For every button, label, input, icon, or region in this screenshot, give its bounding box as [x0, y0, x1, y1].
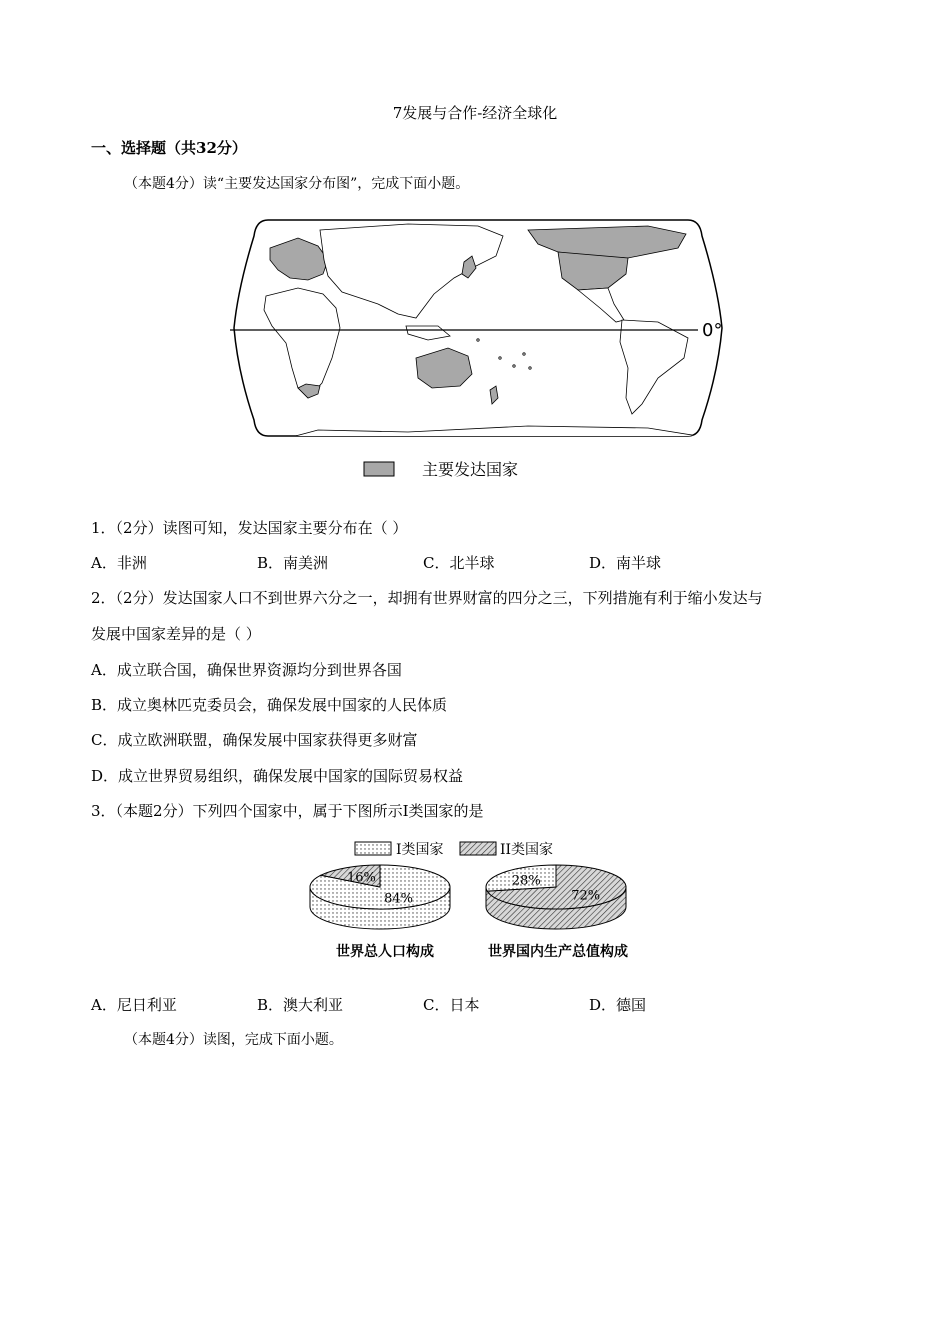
q3-option-d[interactable]: D．德国	[589, 996, 647, 1014]
legend-class1: I类国家	[396, 842, 444, 858]
question-intro-2: （本题4分）读图，完成下面小题。	[124, 1032, 343, 1048]
q2-option-c[interactable]: C．成立欧洲联盟，确保发展中国家获得更多财富	[91, 731, 418, 749]
pie1-slice-1-label: 84%	[384, 891, 414, 907]
q2-stem-line1: 2．（2分）发达国家人口不到世界六分之一，却拥有世界财富的四分之三，下列措施有利于缩小发达与	[91, 589, 763, 607]
q2-option-d[interactable]: D．成立世界贸易组织，确保发展中国家的国际贸易权益	[91, 767, 464, 785]
section-heading: 一、选择题（共32分）	[91, 139, 247, 157]
legend-class2: II类国家	[500, 842, 554, 858]
pie1-title: 世界总人口构成	[336, 944, 434, 960]
equator-label: 0°	[702, 320, 723, 341]
q3-option-b[interactable]: B．澳大利亚	[257, 996, 344, 1014]
q3-stem: 3．（本题2分）下列四个国家中，属于下图所示I类国家的是	[91, 802, 484, 820]
pie2-title: 世界国内生产总值构成	[488, 944, 628, 960]
legend-swatch-class1	[355, 842, 391, 855]
q2-option-a[interactable]: A．成立联合国，确保世界资源均分到世界各国	[91, 661, 402, 679]
q2-option-b[interactable]: B．成立奥林匹克委员会，确保发展中国家的人民体质	[91, 696, 448, 714]
pie2-slice-2-label: 28%	[511, 873, 541, 889]
pie1-slice-2-label: 16%	[346, 870, 376, 886]
q1-option-a[interactable]: A．非洲	[91, 554, 147, 572]
question-intro: （本题4分）读“主要发达国家分布图”，完成下面小题。	[124, 176, 470, 192]
q1-option-c[interactable]: C．北半球	[423, 554, 495, 572]
q2-stem-line2: 发展中国家差异的是（ ）	[91, 625, 261, 643]
legend-swatch-class2	[460, 842, 496, 855]
q1-stem: 1．（2分）读图可知，发达国家主要分布在（ ）	[91, 519, 408, 537]
q1-option-b[interactable]: B．南美洲	[257, 554, 329, 572]
q3-option-c[interactable]: C．日本	[423, 996, 480, 1014]
pie-charts	[300, 832, 650, 967]
q1-option-d[interactable]: D．南半球	[589, 554, 662, 572]
q3-option-a[interactable]: A．尼日利亚	[91, 996, 177, 1014]
page-title: 7发展与合作-经济全球化	[392, 104, 558, 122]
legend-swatch	[364, 462, 394, 476]
legend-label: 主要发达国家	[422, 460, 519, 479]
developed-countries-map	[228, 208, 728, 483]
pie2-slice-1-label: 72%	[571, 888, 601, 904]
